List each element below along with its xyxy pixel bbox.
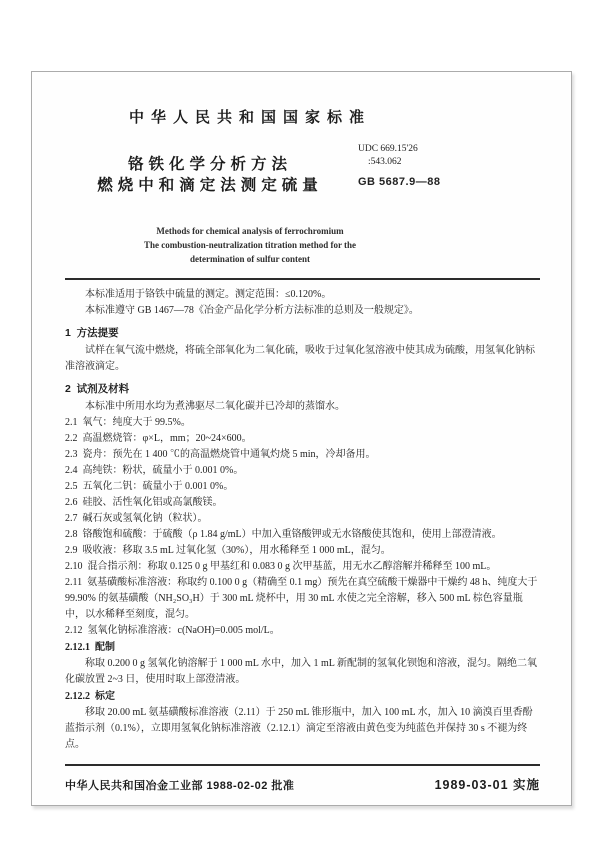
clause-2-3: 2.3 瓷舟：预先在 1 400 ℃的高温燃烧管中通氧灼烧 5 min，冷却备用。 [65,449,376,460]
clause-2-12-1-paragraph: 称取 0.200 0 g 氢氧化钠溶解于 1 000 mL 水中，加入 1 mL 新配制的氢氧化钡饱和溶液，混匀。隔绝二氧化碳放置 2~3 日，使用时取上部澄清液。 [65,658,538,685]
footer-divider-rule [65,764,540,766]
document-body [65,287,540,753]
document-page [31,71,572,806]
english-title-line-3: determination of sulfur content [189,254,311,264]
section-1-paragraph: 试样在氧气流中燃烧，将硫全部氧化为二氧化硫，吸收于过氧化氢溶液中使其成为硫酸，用氢氧化钠标准溶液滴定。 [65,345,535,372]
clause-2-8: 2.8 铬酸饱和硫酸：于硫酸（ρ 1.84 g/mL）中加入重铬酸钾或无水铬酸使其饱和，使用上部澄清液。 [65,529,502,540]
clause-2-12: 2.12 氢氧化钠标准溶液：c(NaOH)=0.005 mol/L。 [65,625,280,636]
clause-2-5: 2.5 五氧化二钒：硫量小于 0.001 0%。 [65,481,234,492]
clause-2-1: 2.1 氧气：纯度大于 99.5%。 [65,417,191,428]
clause-2-9: 2.9 吸收液：移取 3.5 mL 过氧化氢（30%），用水稀释至 1 000 mL，混匀。 [65,545,391,556]
document-header [65,108,540,266]
scope-line-2: 本标准遵守 GB 1467—78《冶金产品化学分析方法标准的总则及一般规定》。 [85,305,419,316]
clause-2-4: 2.4 高纯铁：粉状，硫量小于 0.001 0%。 [65,465,244,476]
udc-code-line-2: :543.062 [368,157,402,167]
clause-2-7: 2.7 碱石灰或氢氧化钠（粒状）。 [65,513,208,524]
clause-2-12-1-heading: 2.12.1 配制 [65,642,115,653]
section-1-heading: 1 方法提要 [65,327,119,339]
title-line-2: 燃烧中和滴定法测定硫量 [97,177,323,194]
footer-row [65,775,540,793]
classification-codes [358,143,440,189]
section-2-heading: 2 试剂及材料 [65,383,130,395]
clause-2-10: 2.10 混合指示剂：称取 0.125 0 g 甲基红和 0.083 0 g 次甲基蓝，用无水乙醇溶解并稀释至 100 mL。 [65,561,497,572]
standard-label: 中华人民共和国国家标准 [128,109,371,126]
clause-2-12-2-heading: 2.12.2 标定 [65,691,115,702]
english-title-line-1: Methods for chemical analysis of ferrochromium [156,226,344,236]
clause-2-2: 2.2 高温燃烧管：φ×L，mm；20~24×600。 [65,433,252,444]
udc-code-line-1: UDC 669.15'26 [358,144,418,154]
header-divider-rule [65,278,540,280]
clause-2-12-2-paragraph: 移取 20.00 mL 氨基磺酸标准溶液（2.11）于 250 mL 锥形瓶中，加入 100 mL 水，加入 10 滴溴百里香酚蓝指示剂（0.1%），立即用氢氧化钠标准溶液（2.12.1）滴定至溶液由黄色变为纯蓝色并保持 30 s 不褪为终点。 [65,707,533,750]
document-footer [65,764,540,793]
english-title-line-2: The combustion-neutralization titration method for the [143,240,357,250]
document-title [65,154,355,196]
english-title [65,224,435,266]
clause-2-11: 2.11 氨基磺酸标准溶液：称取约 0.100 0 g（精确至 0.1 mg）预先在真空硫酸干燥器中干燥约 48 h、纯度大于 99.90% 的氨基磺酸（NH₂SO₃H）于 300 mL 烧杯中，用 30 mL 水使之完全溶解，移入 500 mL 棕色容量瓶中，以水稀释至刻度，混匀。 [65,577,540,620]
standard-number: GB 5687.9—88 [358,176,441,188]
header-centered-block [65,108,540,266]
scope-line-1: 本标准适用于铬铁中硫量的测定。测定范围：≤0.120%。 [85,289,332,300]
clause-2-6: 2.6 硅胶、活性氧化铝或高氯酸镁。 [65,497,223,508]
approval-text: 中华人民共和国冶金工业部 1988-02-02 批准 [65,780,295,792]
title-line-1: 铬铁化学分析方法 [127,156,292,173]
section-2-intro: 本标准中所用水均为煮沸驱尽二氧化碳并已冷却的蒸馏水。 [85,401,345,412]
implementation-date: 1989-03-01 实施 [434,778,540,792]
